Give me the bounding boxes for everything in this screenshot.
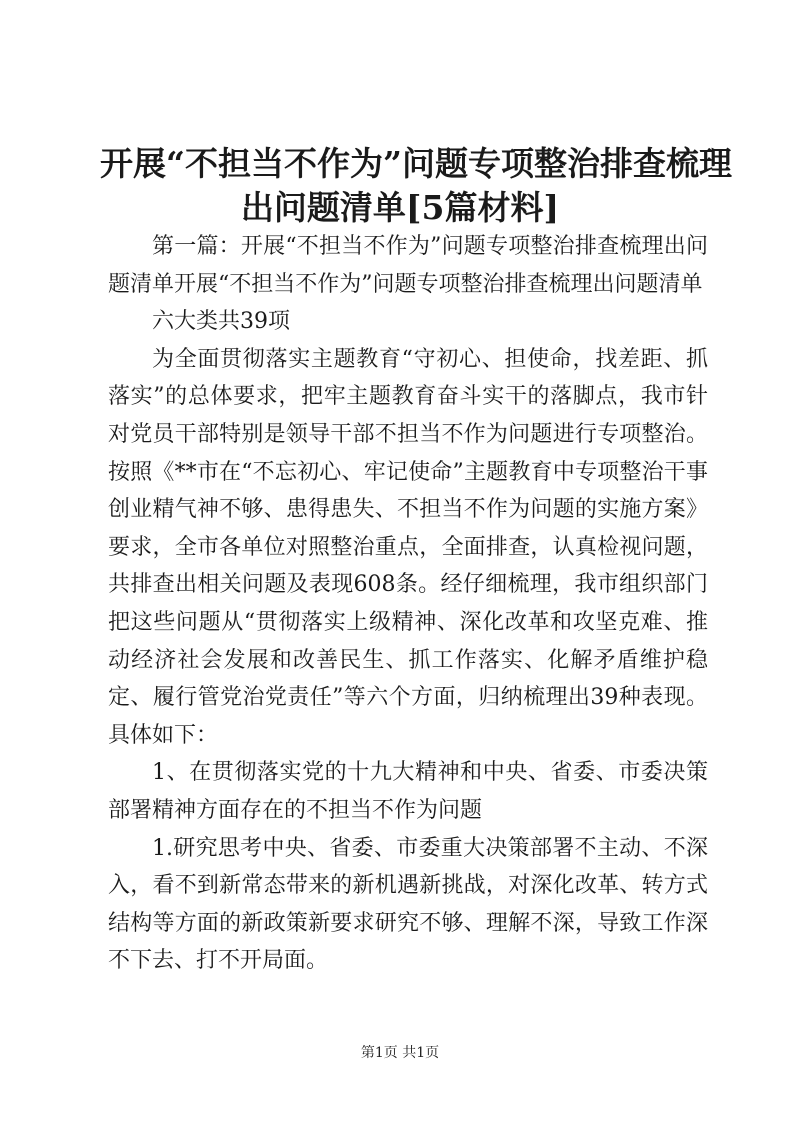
paragraph-count: 六大类共39项 [152, 309, 290, 335]
document-title-line-2: 出问题清单[5篇材料] [240, 188, 560, 227]
document-body [108, 228, 708, 980]
paragraph-item-1: 1.研究思考中央、省委、市委重大决策部署不主动、不深入，看不到新常态带来的新机遇新挑战，对深化改革、转方式结构等方面的新政策新要求研究不够、理解不深，导致工作深不下去、打不开局面。 [108, 835, 708, 974]
paragraph-section-heading: 1、在贯彻落实党的十九大精神和中央、省委、市委决策部署精神方面存在的不担当不作为问题 [108, 760, 708, 823]
paragraph-background: 为全面贯彻落实主题教育“守初心、担使命，找差距、抓落实”的总体要求，把牢主题教育奋斗实干的落脚点，我市针对党员干部特别是领导干部不担当不作为问题进行专项整治。按照《**市在“不忘初心、牢记使命”主题教育中专项整治干事创业精气神不够、患得患失、不担当不作为问题的实施方案》要求，全市各单位对照整治重点，全面排查，认真检视问题，共排查出相关问题及表现608条。经仔细梳理，我市组织部门把这些问题从“贯彻落实上级精神、深化改革和攻坚克难、推动经济社会发展和改善民生、抓工作落实、化解矛盾维护稳定、履行管党治党责任”等六个方面，归纳梳理出39种表现。具体如下： [108, 346, 708, 748]
page-footer: 第1页 共1页 [360, 1045, 440, 1061]
document-title-line-1: 开展“不担当不作为”问题专项整治排查梳理 [100, 144, 732, 183]
paragraph-intro: 第一篇：开展“不担当不作为”问题专项整治排查梳理出问题清单开展“不担当不作为”问题专项整治排查梳理出问题清单 [108, 234, 708, 297]
